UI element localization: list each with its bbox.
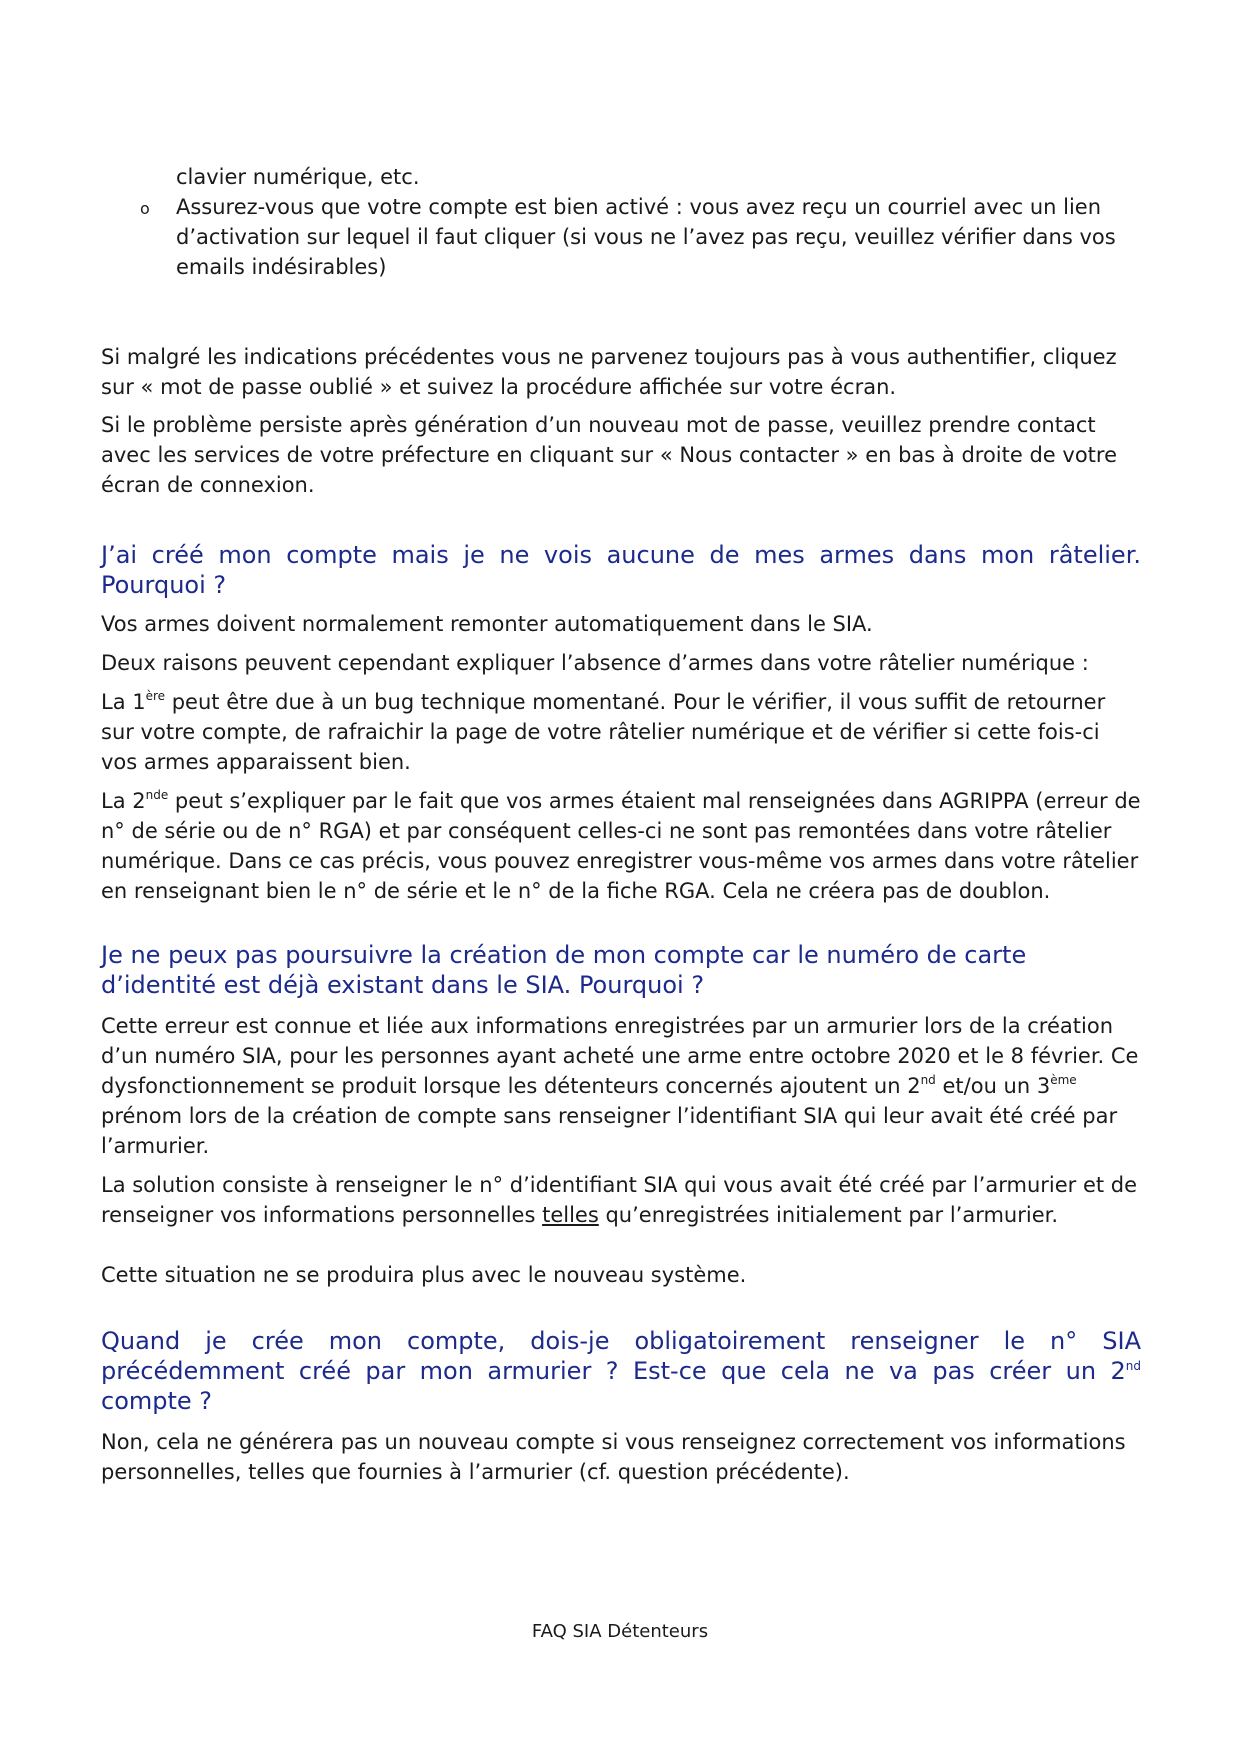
- bullet-text: Assurez-vous que votre compte est bien activé : vous avez reçu un courriel avec un lien d’activation sur lequel il faut cliquer (si vous ne l’avez pas reçu, veuillez vérifier dans vos emails indésirables): [176, 195, 1116, 279]
- page-content: [101, 162, 1141, 1487]
- text-run: La 2: [101, 789, 146, 813]
- paragraph: [101, 687, 1141, 777]
- text-run: compte ?: [101, 1387, 213, 1415]
- bullet-marker: o: [140, 199, 150, 218]
- text-run: La 1: [101, 690, 146, 714]
- paragraph: Si le problème persiste après génération d’un nouveau mot de passe, veuillez prendre contact avec les services de votre préfecture en cliquant sur « Nous contacter » en bas à droite de votre écran de connexion.: [101, 413, 1117, 497]
- bullet-list: [101, 162, 1141, 282]
- text-run: peut s’expliquer par le fait que vos armes étaient mal renseignées dans AGRIPPA (erreur de n° de série ou de n° RGA) et par conséquent celles-ci ne sont pas remontées dans votre râtelier numérique. Dans ce cas précis, vous pouvez enregistrer vous-même vos armes dans votre râtelier en renseignant bien le n° de série et le n° de la fiche RGA. Cela ne créera pas de doublon.: [101, 789, 1141, 903]
- bullet-item: [140, 192, 1141, 282]
- paragraph: Non, cela ne générera pas un nouveau compte si vous renseignez correctement vos informations personnelles, telles que fournies à l’armurier (cf. question précédente).: [101, 1430, 1126, 1484]
- superscript: ère: [145, 689, 166, 703]
- underlined-word: telles: [542, 1203, 599, 1227]
- section-heading: [101, 1326, 1141, 1416]
- text-run: Cette erreur est connue et liée aux informations enregistrées par un armurier lors de la création d’un numéro SIA, pour les personnes ayant acheté une arme entre octobre 2020 et le 8 février. Ce dysfonctionnement se produit lorsque les détenteurs concernés ajoutent un 2: [101, 1014, 1139, 1098]
- paragraph: Si malgré les indications précédentes vous ne parvenez toujours pas à vous authentifier, cliquez sur « mot de passe oublié » et suivez la procédure affichée sur votre écran.: [101, 345, 1117, 399]
- section-heading: J’ai créé mon compte mais je ne vois aucune de mes armes dans mon râtelier. Pourquoi ?: [101, 541, 1141, 599]
- section-heading: Je ne peux pas poursuivre la création de mon compte car le numéro de carte d’identité est déjà existant dans le SIA. Pourquoi ?: [101, 941, 1027, 999]
- text-run: peut être due à un bug technique momentané. Pour le vérifier, il vous suffit de retourner sur votre compte, de rafraichir la page de votre râtelier numérique et de vérifier si cette fois-ci vos armes apparaissent bien.: [101, 690, 1106, 774]
- superscript: nde: [145, 788, 169, 802]
- paragraph: Vos armes doivent normalement remonter automatiquement dans le SIA.: [101, 612, 873, 636]
- paragraph: [101, 786, 1141, 906]
- superscript: nd: [920, 1073, 936, 1087]
- paragraph: [101, 1170, 1141, 1230]
- superscript: nd: [1125, 1359, 1141, 1373]
- paragraph: Cette situation ne se produira plus avec le nouveau système.: [101, 1263, 747, 1287]
- paragraph: Deux raisons peuvent cependant expliquer l’absence d’armes dans votre râtelier numérique :: [101, 651, 1089, 675]
- paragraph: [101, 1011, 1141, 1161]
- text-run: et/ou un 3: [935, 1074, 1051, 1098]
- text-run: La solution consiste à renseigner le n° d’identifiant SIA qui vous avait été créé par l’armurier et de renseigner vos informations personnelles: [101, 1173, 1138, 1227]
- page-footer: FAQ SIA Détenteurs: [531, 1621, 709, 1642]
- text-run: Quand je crée mon compte, dois-je obligatoirement renseigner le n° SIA précédemment créé par mon armurier ? Est-ce que cela ne va pas créer un 2: [101, 1327, 1141, 1385]
- superscript: ème: [1050, 1073, 1077, 1087]
- text-run: prénom lors de la création de compte sans renseigner l’identifiant SIA qui leur avait été créé par l’armurier.: [101, 1104, 1118, 1158]
- bullet-continuation: clavier numérique, etc.: [176, 165, 420, 189]
- text-run: qu’enregistrées initialement par l’armurier.: [598, 1203, 1059, 1227]
